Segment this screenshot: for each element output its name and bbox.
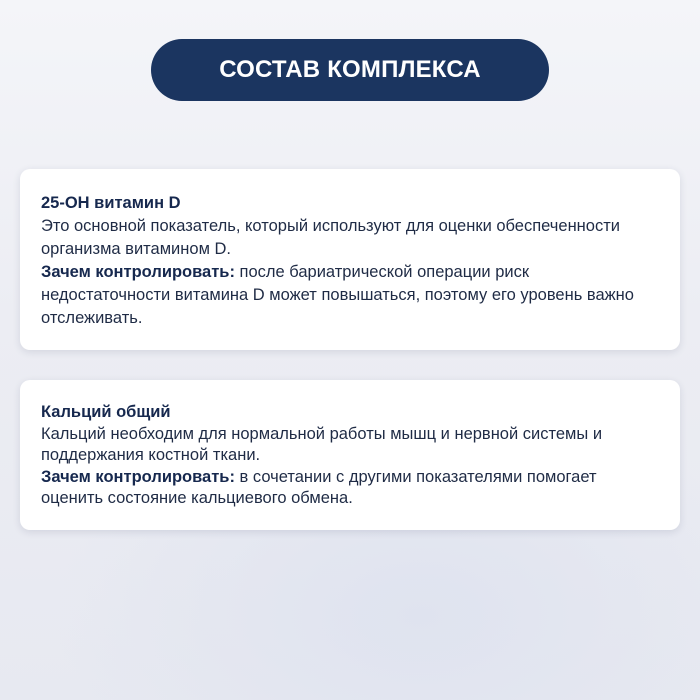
card-why-text: после бариатрической операции риск недостаточности витамина D может повышаться, поэтому его уровень важно отслеживать. xyxy=(41,263,634,327)
card-why-paragraph xyxy=(41,263,634,327)
card-why-label: Зачем контролировать: xyxy=(41,263,235,281)
page-title: СОСТАВ КОМПЛЕКСА xyxy=(219,56,481,83)
card-why-paragraph xyxy=(41,468,597,508)
card-description: Это основной показатель, который используют для оценки обеспеченности организма витамином D. xyxy=(41,217,620,258)
header-pill xyxy=(151,39,549,101)
card-why-label: Зачем контролировать: xyxy=(41,467,235,486)
card-title: 25-ОН витамин D xyxy=(41,194,181,212)
info-card-vitamin-d xyxy=(20,169,680,350)
card-description: Кальций необходим для нормальной работы мышц и нервной системы и поддержания костной ткани. xyxy=(41,424,603,464)
info-card-calcium xyxy=(20,380,680,530)
card-why-text: в сочетании с другими показателями помогает оценить состояние кальциевого обмена. xyxy=(41,467,597,507)
card-title: Кальций общий xyxy=(41,403,171,421)
